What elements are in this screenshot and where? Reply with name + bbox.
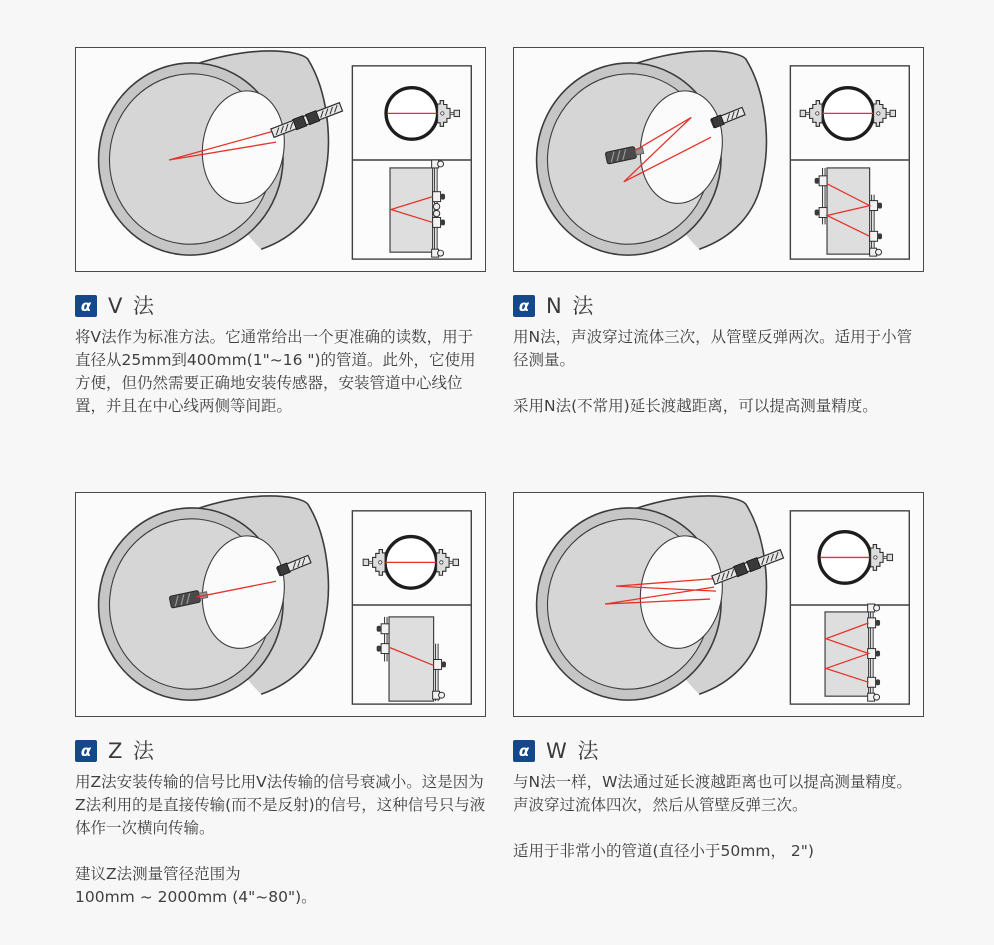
z-method-title: Z 法 [108, 739, 157, 763]
section-z-method [75, 492, 487, 909]
w-method-body [513, 771, 925, 863]
z-pipe-diagram [76, 493, 485, 716]
n-pipe-diagram [514, 48, 923, 271]
n-method-note: 采用N法(不常用)延长渡越距离，可以提高测量精度。 [513, 397, 878, 415]
v-method-title: V 法 [108, 294, 157, 318]
z-method-body [75, 771, 487, 909]
z-method-heading [75, 739, 487, 763]
n-method-description: 用N法，声波穿过流体三次，从管壁反弹两次。适用于小管径测量。 [513, 328, 913, 369]
alpha-badge-icon: α [513, 295, 535, 317]
v-inset [352, 66, 471, 259]
v-method-description: 将V法作为标准方法。它通常给出一个更准确的读数，用于直径从25mm到400mm(1"~16 ")的管道。此外，它使用方便，但仍然需要正确地安装传感器，安装管道中心线位置，并且在中心线两侧等间距。 [75, 328, 476, 415]
n-method-title: N 法 [546, 294, 596, 318]
z-inset [352, 511, 471, 704]
v-side-view [390, 160, 445, 257]
pipe-illustration [89, 496, 328, 709]
w-inset [790, 511, 909, 704]
w-method-diagram-panel [513, 492, 924, 717]
n-method-diagram-panel [513, 47, 924, 272]
w-method-description: 与N法一样，W法通过延长渡越距离也可以提高测量精度。声波穿过流体四次，然后从管壁反弹三次。 [513, 773, 912, 814]
section-v-method [75, 47, 487, 418]
alpha-badge-icon: α [513, 740, 535, 762]
v-method-body [75, 326, 487, 418]
alpha-badge-icon: α [75, 740, 97, 762]
n-inset [790, 66, 909, 259]
v-pipe-diagram [76, 48, 485, 271]
w-method-heading [513, 739, 925, 763]
alpha-badge-icon: α [75, 295, 97, 317]
w-side-view [825, 604, 880, 701]
section-n-method [513, 47, 925, 418]
w-pipe-diagram [514, 493, 923, 716]
z-method-description: 用Z法安装传输的信号比用V法传输的信号衰减小。这是因为Z法利用的是直接传输(而不是反射)的信号，这种信号只与液体作一次横向传输。 [75, 773, 486, 837]
v-method-diagram-panel [75, 47, 486, 272]
w-method-title: W 法 [546, 739, 601, 763]
v-method-heading [75, 294, 487, 318]
n-method-heading [513, 294, 925, 318]
z-method-range-value: 100mm ~ 2000mm (4"~80")。 [75, 888, 317, 906]
pipe-illustration [527, 51, 766, 264]
section-w-method [513, 492, 925, 863]
pipe-illustration [89, 51, 328, 264]
w-method-note: 适用于非常小的管道(直径小于50mm， 2") [513, 842, 814, 860]
z-method-diagram-panel [75, 492, 486, 717]
z-method-range-label: 建议Z法测量管径范围为 [75, 865, 241, 883]
n-method-body [513, 326, 925, 418]
